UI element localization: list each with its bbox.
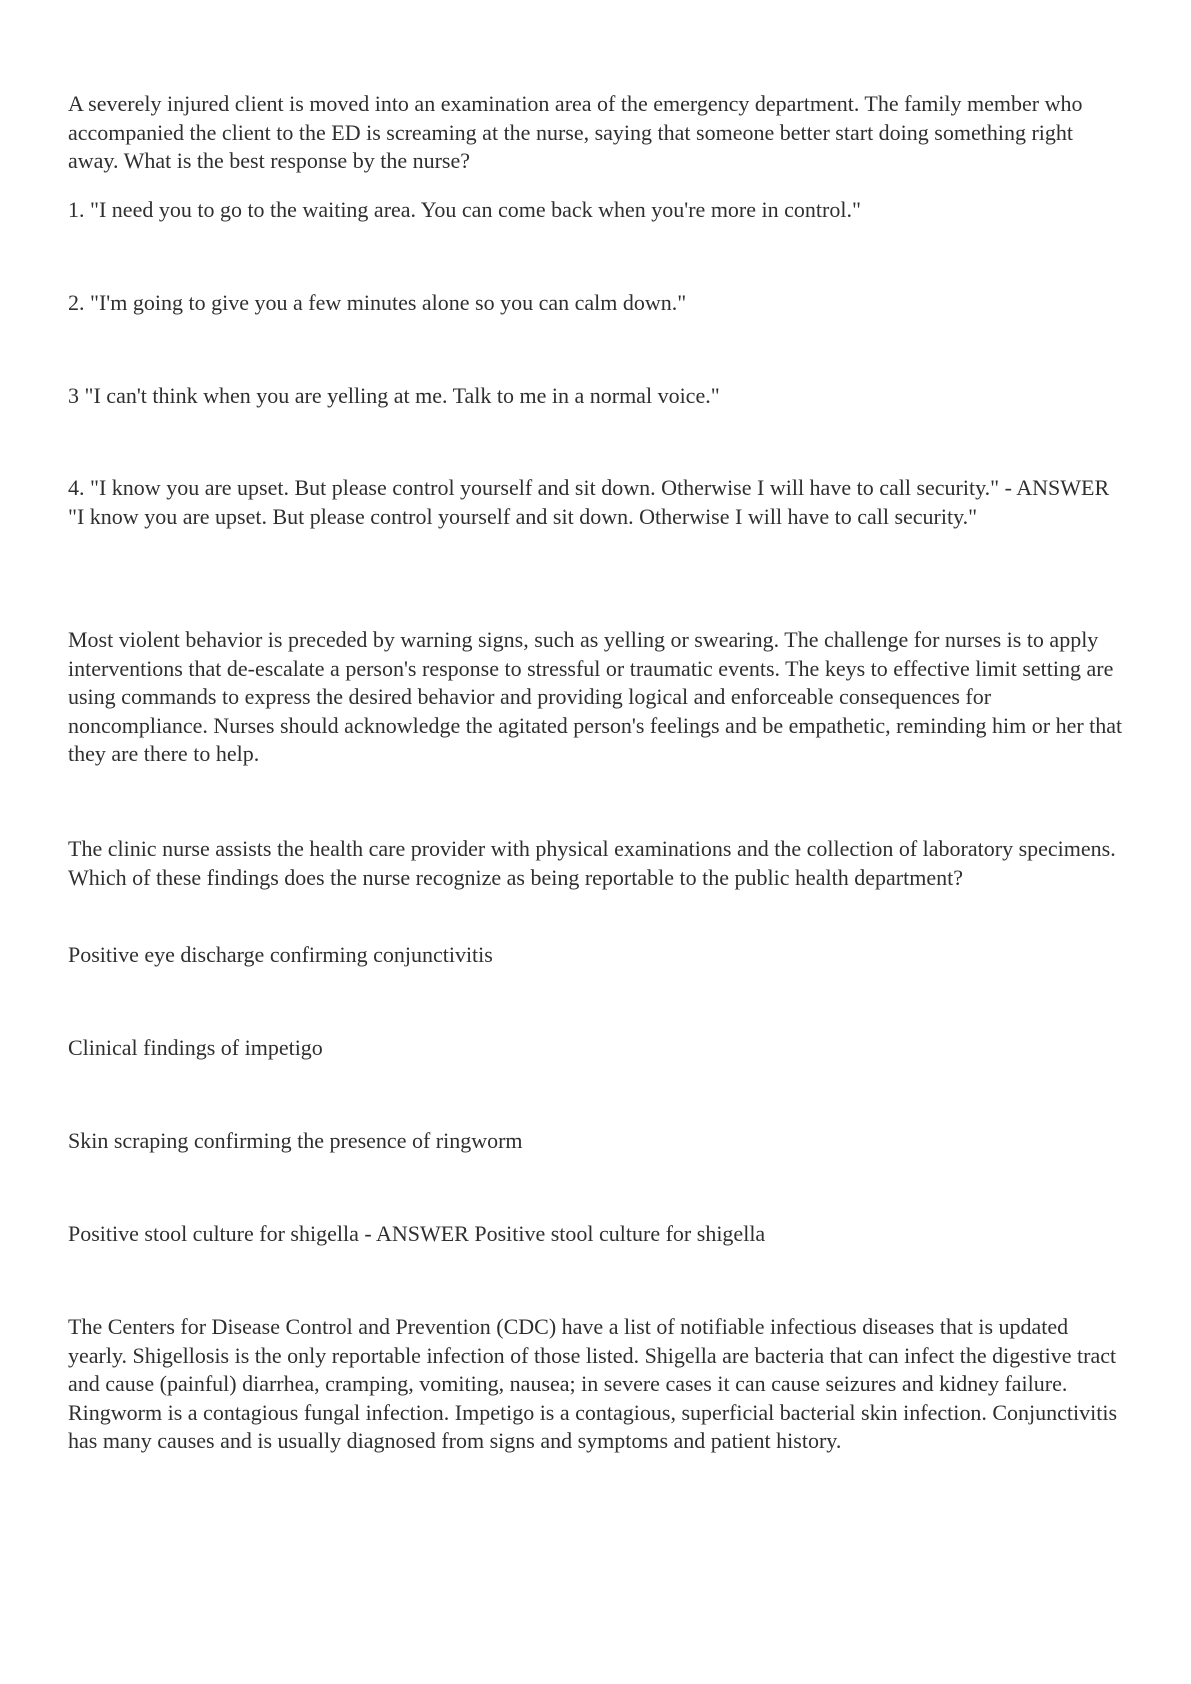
question-1-option-4-answer: 4. "I know you are upset. But please control yourself and sit down. Otherwise I will have to call security." - ANSWER "I know you are upset. But please control yourself and sit down. Otherwise I will have to call security." <box>68 475 1110 529</box>
question-1-option-2: 2. "I'm going to give you a few minutes alone so you can calm down." <box>68 290 687 315</box>
question-2-rationale: The Centers for Disease Control and Prevention (CDC) have a list of notifiable infectious diseases that is updated yearly. Shigellosis is the only reportable infection of those listed. Shigella are bacteria that can infect the digestive tract and cause (painful) diarrhea, cramping, vomiting, nausea; in severe cases it can cause seizures and kidney failure. Ringworm is a contagious fungal infection. Impetigo is a contagious, superficial bacterial skin infection. Conjunctivitis has many causes and is usually diagnosed from signs and symptoms and patient history. <box>68 1314 1118 1453</box>
question-1-option-3: 3 "I can't think when you are yelling at me. Talk to me in a normal voice." <box>68 383 720 408</box>
question-2-option-3: Skin scraping confirming the presence of ringworm <box>68 1128 523 1153</box>
question-1-rationale: Most violent behavior is preceded by warning signs, such as yelling or swearing. The challenge for nurses is to apply interventions that de-escalate a person's response to stressful or traumatic events. The keys to effective limit setting are using commands to express the desired behavior and providing logical and enforceable consequences for noncompliance. Nurses should acknowledge the agitated person's feelings and be empathetic, reminding him or her that they are there to help. <box>68 627 1123 766</box>
question-2-option-1: Positive eye discharge confirming conjunctivitis <box>68 942 493 967</box>
question-2-stem: The clinic nurse assists the health care provider with physical examinations and the collection of laboratory specimens. Which of these findings does the nurse recognize as being reportable to the public health department? <box>68 836 1116 890</box>
question-2-option-2: Clinical findings of impetigo <box>68 1035 323 1060</box>
question-1-stem: A severely injured client is moved into an examination area of the emergency department. The family member who accompanied the client to the ED is screaming at the nurse, saying that someone better start doing something right away. What is the best response by the nurse? <box>68 91 1083 173</box>
question-1-option-1: 1. "I need you to go to the waiting area. You can come back when you're more in control." <box>68 197 861 222</box>
question-2-option-4-answer: Positive stool culture for shigella - ANSWER Positive stool culture for shigella <box>68 1221 766 1246</box>
